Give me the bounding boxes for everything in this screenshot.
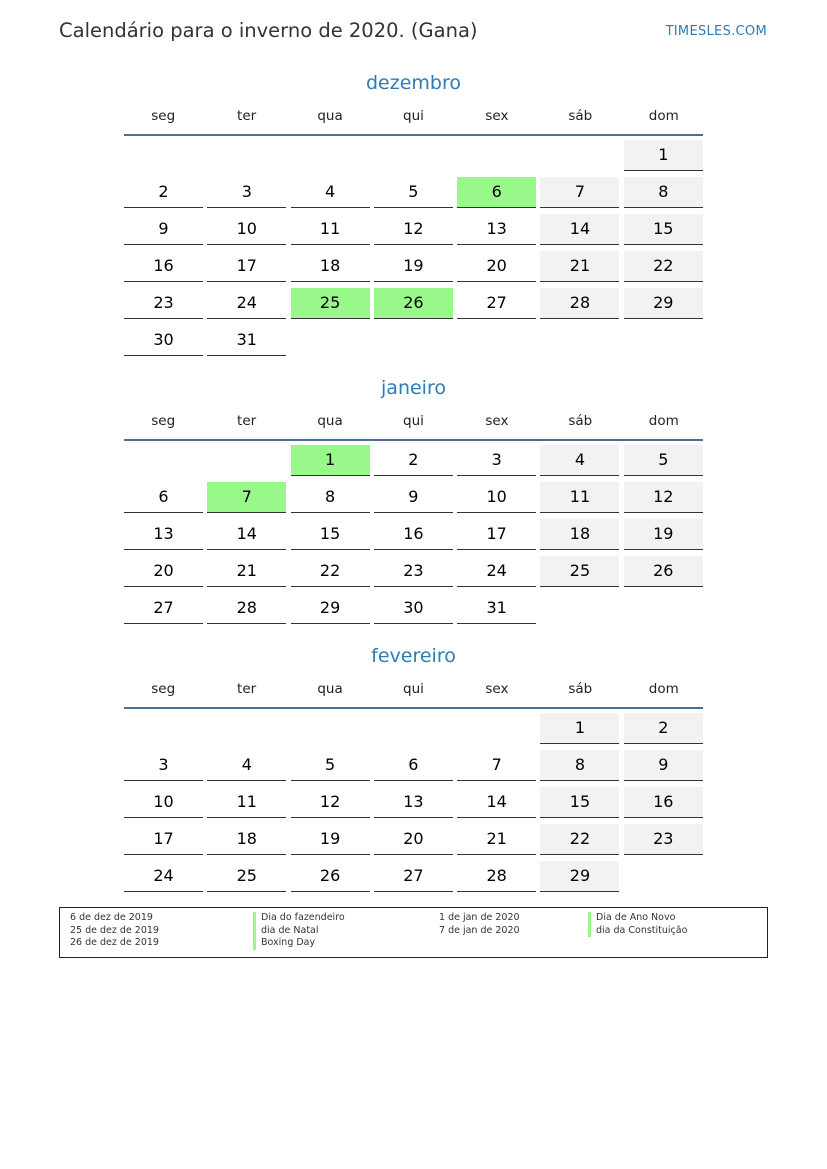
empty-cell — [124, 713, 203, 750]
day-cell: 17 — [124, 824, 203, 855]
weekday-label: dom — [648, 108, 679, 124]
month-title: janeiro — [381, 377, 446, 399]
empty-cell — [457, 140, 536, 177]
weekday-label: sex — [485, 681, 509, 697]
day-cell: 23 — [124, 288, 203, 319]
weekday-label: dom — [648, 413, 679, 429]
empty-cell — [374, 713, 453, 750]
day-cell: 25 — [291, 288, 370, 319]
weekday-label: qua — [317, 108, 343, 124]
day-cell: 13 — [124, 519, 203, 550]
day-cell: 22 — [624, 251, 703, 282]
holiday-legend — [59, 907, 768, 958]
day-cell: 21 — [540, 251, 619, 282]
day-cell: 30 — [124, 325, 203, 356]
day-cell: 12 — [374, 214, 453, 245]
day-cell: 6 — [124, 482, 203, 513]
day-cell: 23 — [624, 824, 703, 855]
weekday-label: qua — [317, 681, 343, 697]
weekday-label: ter — [237, 108, 257, 124]
day-cell: 22 — [540, 824, 619, 855]
weekday-label: ter — [237, 413, 257, 429]
empty-cell — [207, 713, 286, 750]
empty-cell — [540, 140, 619, 177]
day-cell: 14 — [540, 214, 619, 245]
day-cell: 10 — [207, 214, 286, 245]
day-cell: 27 — [457, 288, 536, 319]
weekday-header — [124, 403, 703, 441]
weekday-label: qui — [403, 413, 424, 429]
day-cell: 15 — [291, 519, 370, 550]
day-cell: 3 — [457, 445, 536, 476]
day-cell: 18 — [291, 251, 370, 282]
empty-cell — [207, 445, 286, 482]
empty-cell — [124, 445, 203, 482]
day-cell: 7 — [540, 177, 619, 208]
day-cell: 26 — [291, 861, 370, 892]
weekday-label: qui — [403, 108, 424, 124]
legend-date: 25 de dez de 2019 — [70, 924, 159, 936]
day-cell: 31 — [457, 593, 536, 624]
day-cell: 13 — [374, 787, 453, 818]
day-cell: 27 — [124, 593, 203, 624]
day-cell: 4 — [540, 445, 619, 476]
day-cell: 2 — [624, 713, 703, 744]
day-cell: 1 — [540, 713, 619, 744]
day-cell: 16 — [374, 519, 453, 550]
day-cell: 20 — [124, 556, 203, 587]
weekday-label: qua — [317, 413, 343, 429]
legend-holiday-name: dia de Natal — [253, 925, 345, 938]
day-cell: 17 — [457, 519, 536, 550]
day-cell: 24 — [457, 556, 536, 587]
empty-cell — [207, 140, 286, 177]
day-cell: 10 — [124, 787, 203, 818]
month-title: fevereiro — [371, 645, 456, 667]
day-cell: 6 — [374, 750, 453, 781]
day-cell: 26 — [624, 556, 703, 587]
weekday-header — [124, 98, 703, 136]
legend-dates-1 — [70, 912, 159, 950]
legend-names-2 — [588, 912, 687, 937]
day-cell: 14 — [207, 519, 286, 550]
legend-date: 26 de dez de 2019 — [70, 937, 159, 949]
day-cell: 28 — [540, 288, 619, 319]
weekday-label: seg — [151, 108, 176, 124]
day-cell: 4 — [207, 750, 286, 781]
weekday-label: qui — [403, 681, 424, 697]
day-cell: 5 — [374, 177, 453, 208]
day-cell: 5 — [291, 750, 370, 781]
legend-holiday-name: Boxing Day — [253, 937, 345, 950]
day-cell: 9 — [124, 214, 203, 245]
day-cell: 11 — [540, 482, 619, 513]
day-cell: 30 — [374, 593, 453, 624]
day-cell: 8 — [540, 750, 619, 781]
day-cell: 21 — [457, 824, 536, 855]
day-cell: 19 — [291, 824, 370, 855]
day-cell: 28 — [207, 593, 286, 624]
day-cell: 11 — [207, 787, 286, 818]
month-fevereiro — [124, 641, 703, 898]
day-cell: 29 — [291, 593, 370, 624]
legend-holiday-name: Dia de Ano Novo — [588, 912, 687, 925]
day-cell: 25 — [207, 861, 286, 892]
day-cell: 24 — [207, 288, 286, 319]
day-cell: 16 — [624, 787, 703, 818]
day-cell: 1 — [291, 445, 370, 476]
day-cell: 21 — [207, 556, 286, 587]
day-cell: 20 — [374, 824, 453, 855]
legend-date: 6 de dez de 2019 — [70, 912, 153, 923]
day-cell: 19 — [624, 519, 703, 550]
empty-cell — [291, 140, 370, 177]
weekday-label: dom — [648, 681, 679, 697]
day-cell: 25 — [540, 556, 619, 587]
day-cell: 15 — [624, 214, 703, 245]
day-cell: 8 — [624, 177, 703, 208]
day-cell: 7 — [457, 750, 536, 781]
day-cell: 29 — [624, 288, 703, 319]
day-cell: 10 — [457, 482, 536, 513]
day-cell: 1 — [624, 140, 703, 171]
day-cell: 12 — [291, 787, 370, 818]
day-cell: 18 — [207, 824, 286, 855]
weekday-label: sáb — [568, 108, 593, 124]
day-grid — [124, 713, 703, 898]
day-grid — [124, 445, 703, 630]
day-cell: 29 — [540, 861, 619, 892]
month-title: dezembro — [366, 72, 461, 94]
legend-date: 1 de jan de 2020 — [439, 912, 520, 923]
day-grid — [124, 140, 703, 362]
day-cell: 9 — [624, 750, 703, 781]
legend-date: 7 de jan de 2020 — [439, 924, 520, 936]
empty-cell — [457, 713, 536, 750]
day-cell: 26 — [374, 288, 453, 319]
day-cell: 2 — [374, 445, 453, 476]
empty-cell — [291, 713, 370, 750]
empty-cell — [374, 140, 453, 177]
day-cell: 17 — [207, 251, 286, 282]
legend-dates-2 — [439, 912, 520, 937]
site-link[interactable]: TIMESLES.COM — [665, 24, 767, 39]
day-cell: 22 — [291, 556, 370, 587]
day-cell: 24 — [124, 861, 203, 892]
day-cell: 28 — [457, 861, 536, 892]
legend-holiday-name: dia da Constituição — [588, 925, 687, 938]
weekday-header — [124, 671, 703, 709]
page-title: Calendário para o inverno de 2020. (Gana) — [59, 19, 478, 42]
empty-cell — [124, 140, 203, 177]
day-cell: 9 — [374, 482, 453, 513]
weekday-label: sáb — [568, 413, 593, 429]
weekday-label: sáb — [568, 681, 593, 697]
legend-names-1 — [253, 912, 345, 950]
day-cell: 23 — [374, 556, 453, 587]
day-cell: 11 — [291, 214, 370, 245]
day-cell: 6 — [457, 177, 536, 208]
legend-holiday-name: Dia do fazendeiro — [253, 912, 345, 925]
month-janeiro — [124, 373, 703, 630]
day-cell: 3 — [124, 750, 203, 781]
day-cell: 20 — [457, 251, 536, 282]
day-cell: 4 — [291, 177, 370, 208]
weekday-label: ter — [237, 681, 257, 697]
day-cell: 7 — [207, 482, 286, 513]
day-cell: 3 — [207, 177, 286, 208]
day-cell: 13 — [457, 214, 536, 245]
day-cell: 8 — [291, 482, 370, 513]
day-cell: 18 — [540, 519, 619, 550]
day-cell: 12 — [624, 482, 703, 513]
day-cell: 2 — [124, 177, 203, 208]
weekday-label: seg — [151, 681, 176, 697]
day-cell: 5 — [624, 445, 703, 476]
day-cell: 19 — [374, 251, 453, 282]
day-cell: 27 — [374, 861, 453, 892]
weekday-label: sex — [485, 413, 509, 429]
weekday-label: sex — [485, 108, 509, 124]
day-cell: 14 — [457, 787, 536, 818]
day-cell: 16 — [124, 251, 203, 282]
day-cell: 15 — [540, 787, 619, 818]
month-dezembro — [124, 68, 703, 362]
day-cell: 31 — [207, 325, 286, 356]
weekday-label: seg — [151, 413, 176, 429]
